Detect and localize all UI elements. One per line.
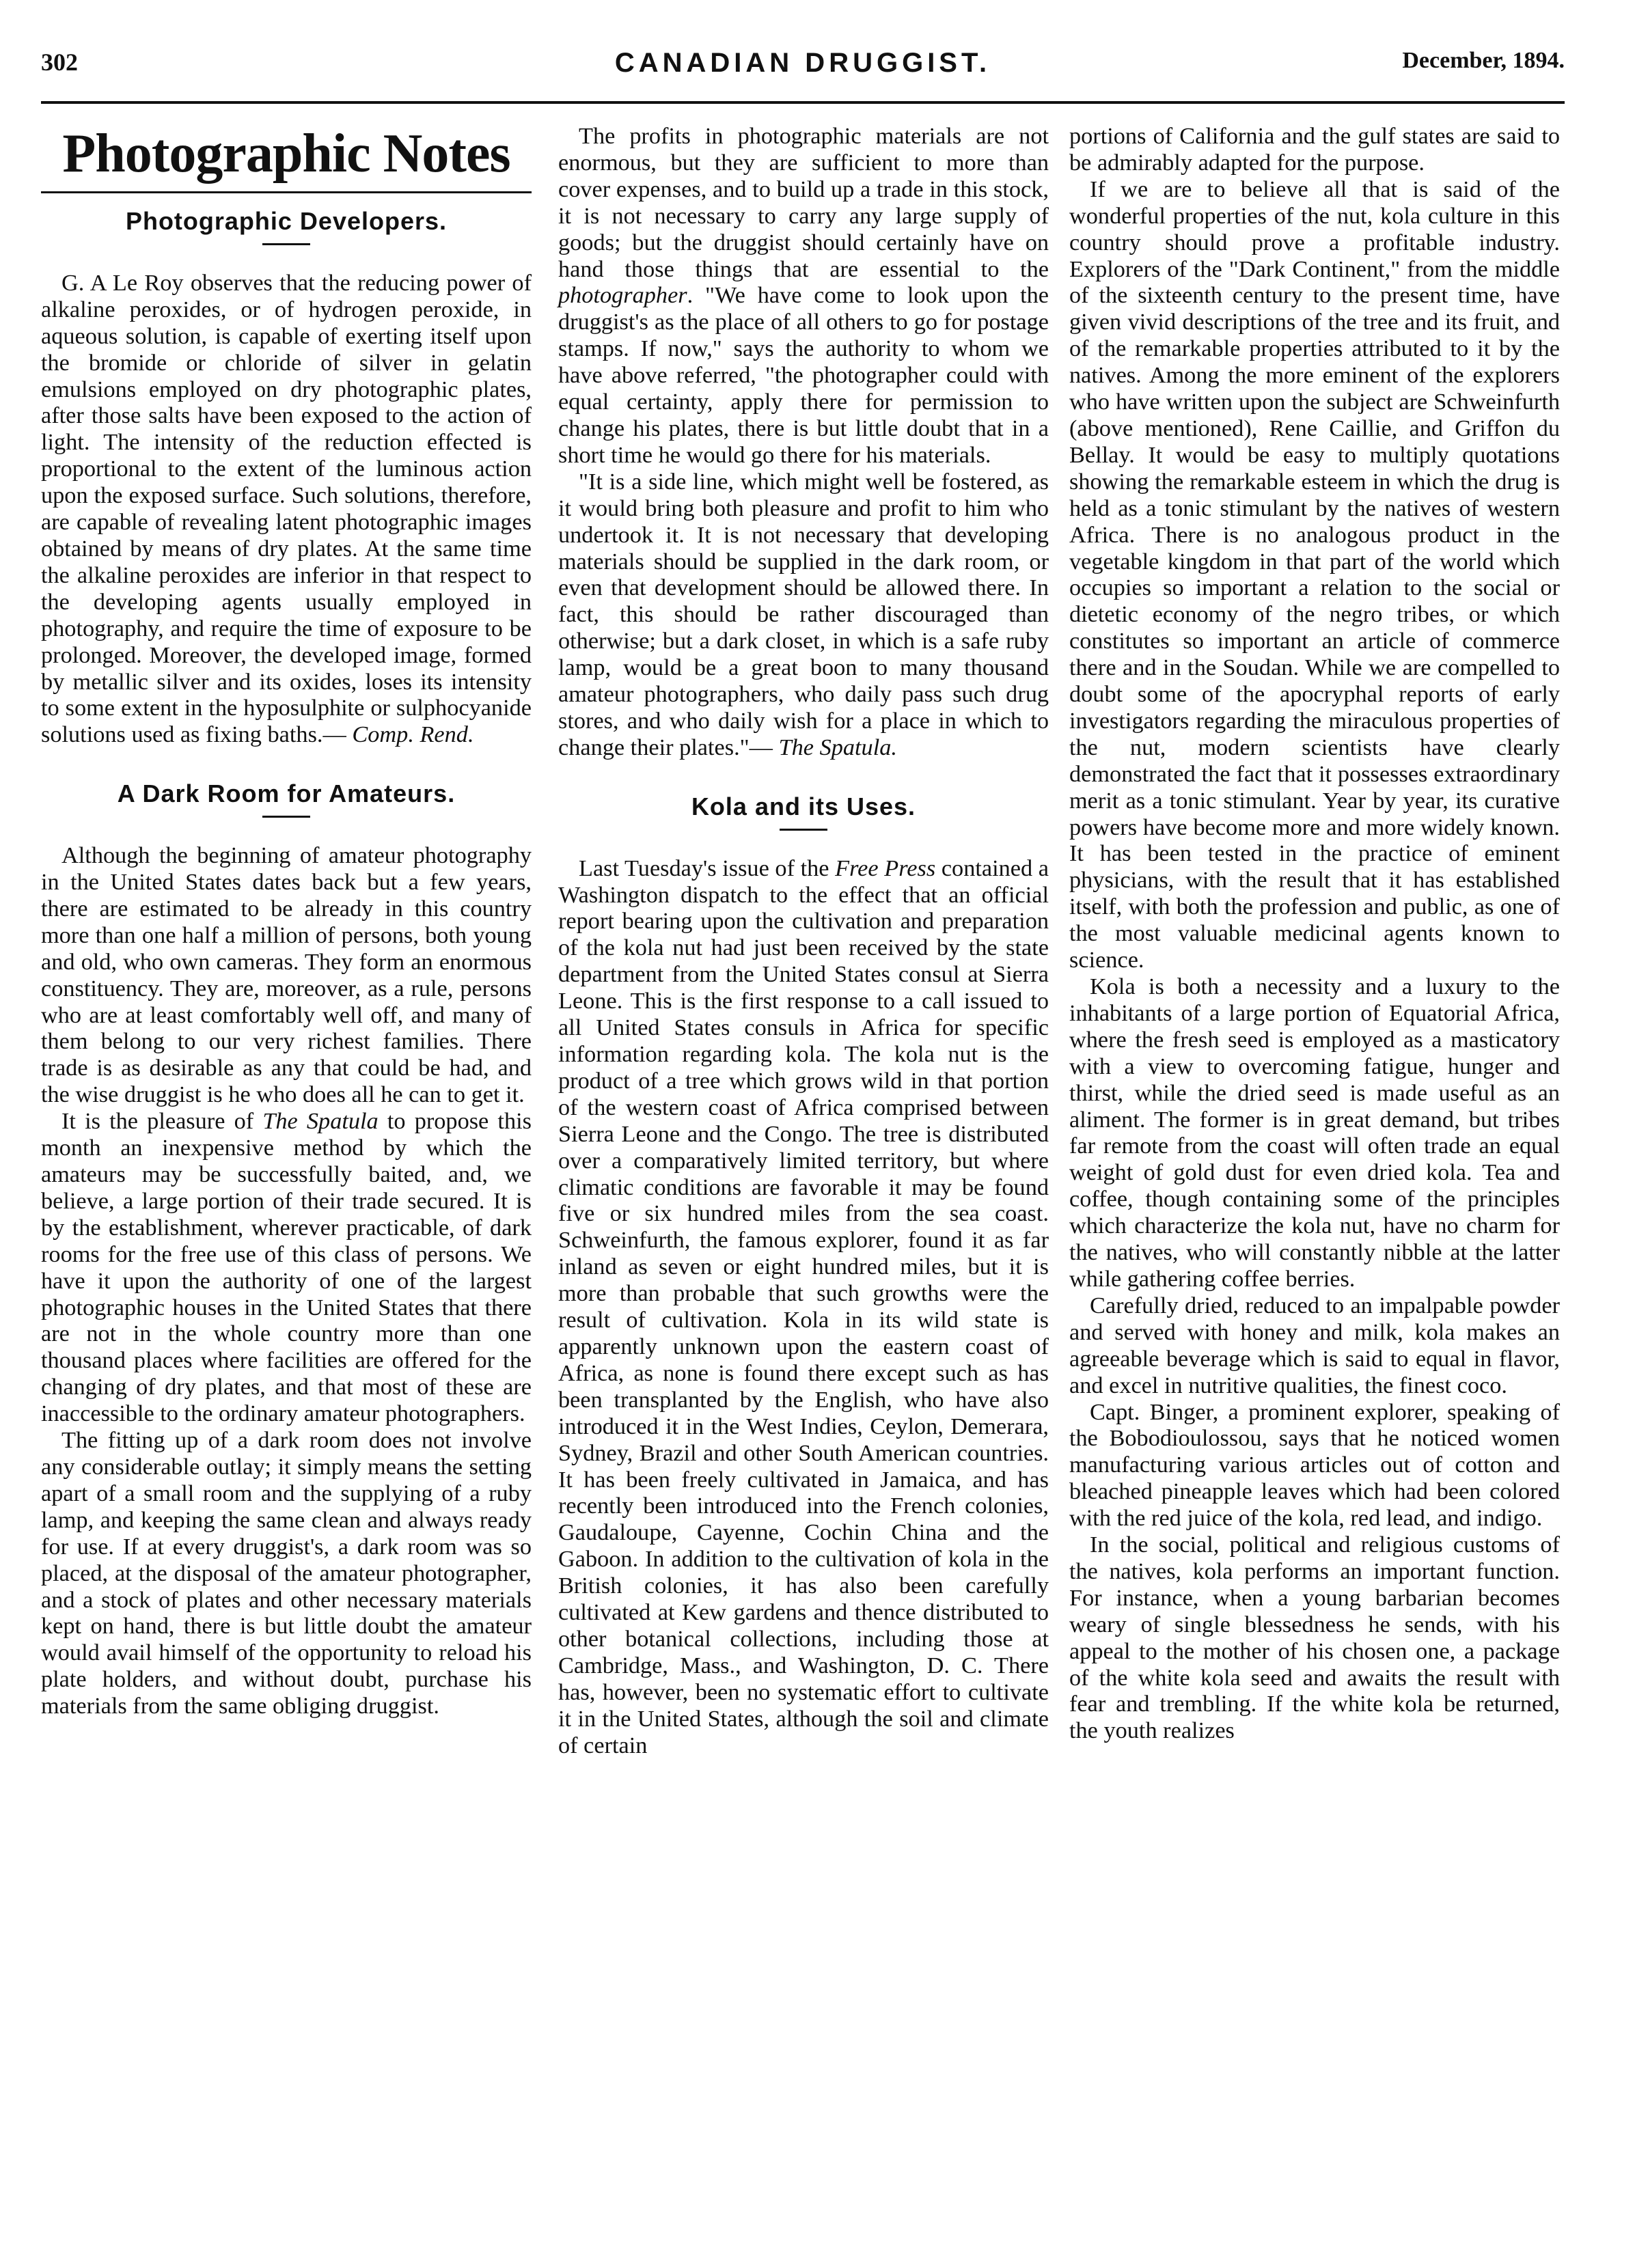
column-1 (41, 123, 532, 1719)
issue-date: December, 1894. (1402, 48, 1565, 73)
page-number: 302 (41, 49, 78, 76)
page-header (41, 48, 1565, 89)
article-paragraph: Carefully dried, reduced to an impalpable powder and served with honey and milk, kola makes an agreeable beverage which is said to equal in flavor, and excel in nutritive qualities, the finest coco. (1069, 1292, 1560, 1398)
article-heading-developers: Photographic Developers. (125, 207, 448, 235)
article-paragraph: Kola is both a necessity and a luxury to the inhabitants of a large portion of Equatorial Africa, where the fresh seed is employed as a masticatory with a view to overcoming fatigue, hunger and thirst, while the dried seed is made useful as an aliment. The former is in great demand, but tribes far remote from the coast will often trade an equal weight of gold dust for even dried kola. Tea and coffee, though containing some of the principles which characterize the kola nut, have no charm for the natives, who will constantly nibble at the latter while gathering coffee berries. (1069, 973, 1560, 1292)
article-heading-darkroom: A Dark Room for Amateurs. (117, 779, 456, 808)
article-heading-kola: Kola and its Uses. (691, 792, 916, 820)
section-title: Photographic Notes (62, 124, 510, 184)
column-2 (558, 123, 1049, 1758)
journal-title: CANADIAN DRUGGIST. (614, 48, 991, 78)
article-paragraph: In the social, political and religious customs of the natives, kola performs an important function. For instance, when a young barbarian becomes weary of single blessedness he sends, with his appeal to the mother of his chosen one, a package of the white kola seed and awaits the result with fear and trembling. If the white kola be returned, the youth realizes (1069, 1532, 1560, 1744)
article-source: Comp. Rend. (352, 721, 474, 748)
article-source: The Spatula. (778, 734, 897, 760)
article-paragraph: If we are to believe all that is said of the wonderful properties of the nut, kola culture in this country should prove a profitable industry. Explorers of the "Dark Continent," from the middle of the sixteenth century to the present time, have given vivid descriptions of the tree and its fruit, and of the remarkable properties attributed to it by the natives. Among the more eminent of the explorers who have written upon the subject are Schweinfurth (above mentioned), Rene Caillie, and Griffon du Bellay. It would be easy to multiply quotations showing the remarkable esteem in which the drug is held as a tonic stimulant by the natives of western Africa. There is no analogous product in the vegetable kingdom in that part of the world which occupies so important a relation to the social or dietetic economy of the negro tribes, or which constitutes so important an article of commerce there and in the Soudan. While we are compelled to doubt some of the apocryphal reports of early investigators regarding the miraculous properties of the nut, modern scientists have clearly demonstrated the fact that it possesses extraordinary merit as a tonic stimulant. Year by year, its curative powers have become more and more widely known. It has been tested in the practice of eminent physicians, with the result that it has established itself, with both the profession and public, as one of the most valuable medicinal agents known to science. (1069, 176, 1560, 973)
article-paragraph: Last Tuesday's issue of the Free Press contained a Washington dispatch to the effect that an official report bearing upon the cultivation and preparation of the kola nut had just been received by the state department from the United States consul at Sierra Leone. This is the first response to a call issued to all United States consuls in Africa for specific information regarding kola. The kola nut is the product of a tree which grows wild in that portion of the western coast of Africa comprised between Sierra Leone and the Congo. The tree is distributed over a comparatively limited territory, but where climatic conditions are favorable it may be found five or six hundred miles from the sea coast. Schweinfurth, the famous explorer, found it as far inland as seven or eight hundred miles, but it is more than probable that such growths were the result of cultivation. Kola in its wild state is apparently unknown upon the eastern coast of Africa, as none is found there except such as has been transplanted by the English, who have also introduced it in the West Indies, Ceylon, Demerara, Sydney, Brazil and other South American countries. It has been freely cultivated in Jamaica, and has recently been introduced into the French colonies, Gaudaloupe, Cayenne, Cochin China and the Gaboon. In addition to the cultivation of kola in the British colonies, it has also been carefully cultivated at Kew gardens and thence distributed to other botanical collections, including those at Cambridge, Mass., and Washington, D. C. There has, however, been no systematic effort to cultivate it in the United States, although the soil and climate of certain (558, 855, 1049, 1758)
article-paragraph: The profits in photographic materials are not enormous, but they are sufficient to more than cover expenses, and to build up a trade in this stock, it is not necessary to carry any large supply of goods; but the druggist should certainly have on hand those things that are essential to the photographer. "We have come to look upon the druggist's as the place of all others to go for postage stamps. If now," says the authority to whom we have above referred, "the photographer could with equal certainty, apply there for permission to change his plates, there is but little doubt that in a short time he would go there for his materials. (558, 123, 1049, 468)
article-paragraph: Although the beginning of amateur photography in the United States dates back but a few years, there are estimated to be already in this country more than one half a million of persons, both young and old, who own cameras. They form an enormous constituency. They are, moreover, as a rule, persons who are at least comfortably well off, and many of them belong to our very richest families. There trade is as desirable as any that could be had, and the wise druggist is he who does all he can to get it. (41, 842, 532, 1108)
article-paragraph: It is the pleasure of The Spatula to propose this month an inexpensive method by which the amateurs may be successfully baited, and, we believe, a large portion of their trade secured. It is by the establishment, wherever practicable, of dark rooms for the free use of this class of persons. We have it upon the authority of one of the largest photographic houses in the United States that there are not in the whole country more than one thousand places where facilities are offered for the changing of dry plates, and that most of these are inaccessible to the ordinary amateur photographers. (41, 1108, 532, 1427)
heading-rule (262, 816, 310, 818)
heading-rule (262, 243, 310, 245)
header-rule (41, 101, 1565, 104)
heading-rule (780, 829, 827, 831)
article-paragraph: portions of California and the gulf states are said to be admirably adapted for the purpose. (1069, 123, 1560, 176)
article-paragraph: The fitting up of a dark room does not involve any considerable outlay; it simply means the setting apart of a small room and the supplying of a ruby lamp, and keeping the same clean and always ready for use. If at every druggist's, a dark room was so placed, at the disposal of the amateur photographer, and a stock of plates and other necessary materials kept on hand, there is but little doubt the amateur would avail himself of the opportunity to reload his plate holders, and without doubt, purchase his materials from the same obliging druggist. (41, 1427, 532, 1719)
article-paragraph: Capt. Binger, a prominent explorer, speaking of the Bobodioulossou, says that he noticed women manufacturing various articles out of cotton and bleached pineapple leaves which had been colored with the red juice of the kola, red lead, and indigo. (1069, 1398, 1560, 1532)
article-paragraph: "It is a side line, which might well be fostered, as it would bring both pleasure and profit to him who undertook it. It is not necessary that developing materials should be supplied in the dark room, or even that development should be allowed there. In fact, this should be rather discouraged than otherwise; but a dark closet, in which is a safe ruby lamp, would be a great boon to many thousand amateur photographers, who daily pass such drug stores, and who daily wish for a place in which to change their plates."— The Spatula. (558, 468, 1049, 760)
title-rule (41, 191, 532, 193)
column-3 (1069, 123, 1560, 1744)
article-paragraph: G. A Le Roy observes that the reducing power of alkaline peroxides, or of hydrogen peroxide, in aqueous solution, is capable of exerting itself upon the bromide or chloride of silver in gelatin emulsions employed on dry photographic plates, after those salts have been exposed to the action of light. The intensity of the reduction effected is proportional to the extent of the luminous action upon the exposed surface. Such solutions, therefore, are capable of revealing latent photographic images obtained by means of dry plates. At the same time the alkaline peroxides are inferior in that respect to the developing agents usually employed in photography, and require the time of exposure to be prolonged. Moreover, the developed image, formed by metallic silver and its oxides, loses its intensity to some extent in the hyposulphite or sulphocyanide solutions used as fixing baths.— Comp. Rend. (41, 269, 532, 748)
